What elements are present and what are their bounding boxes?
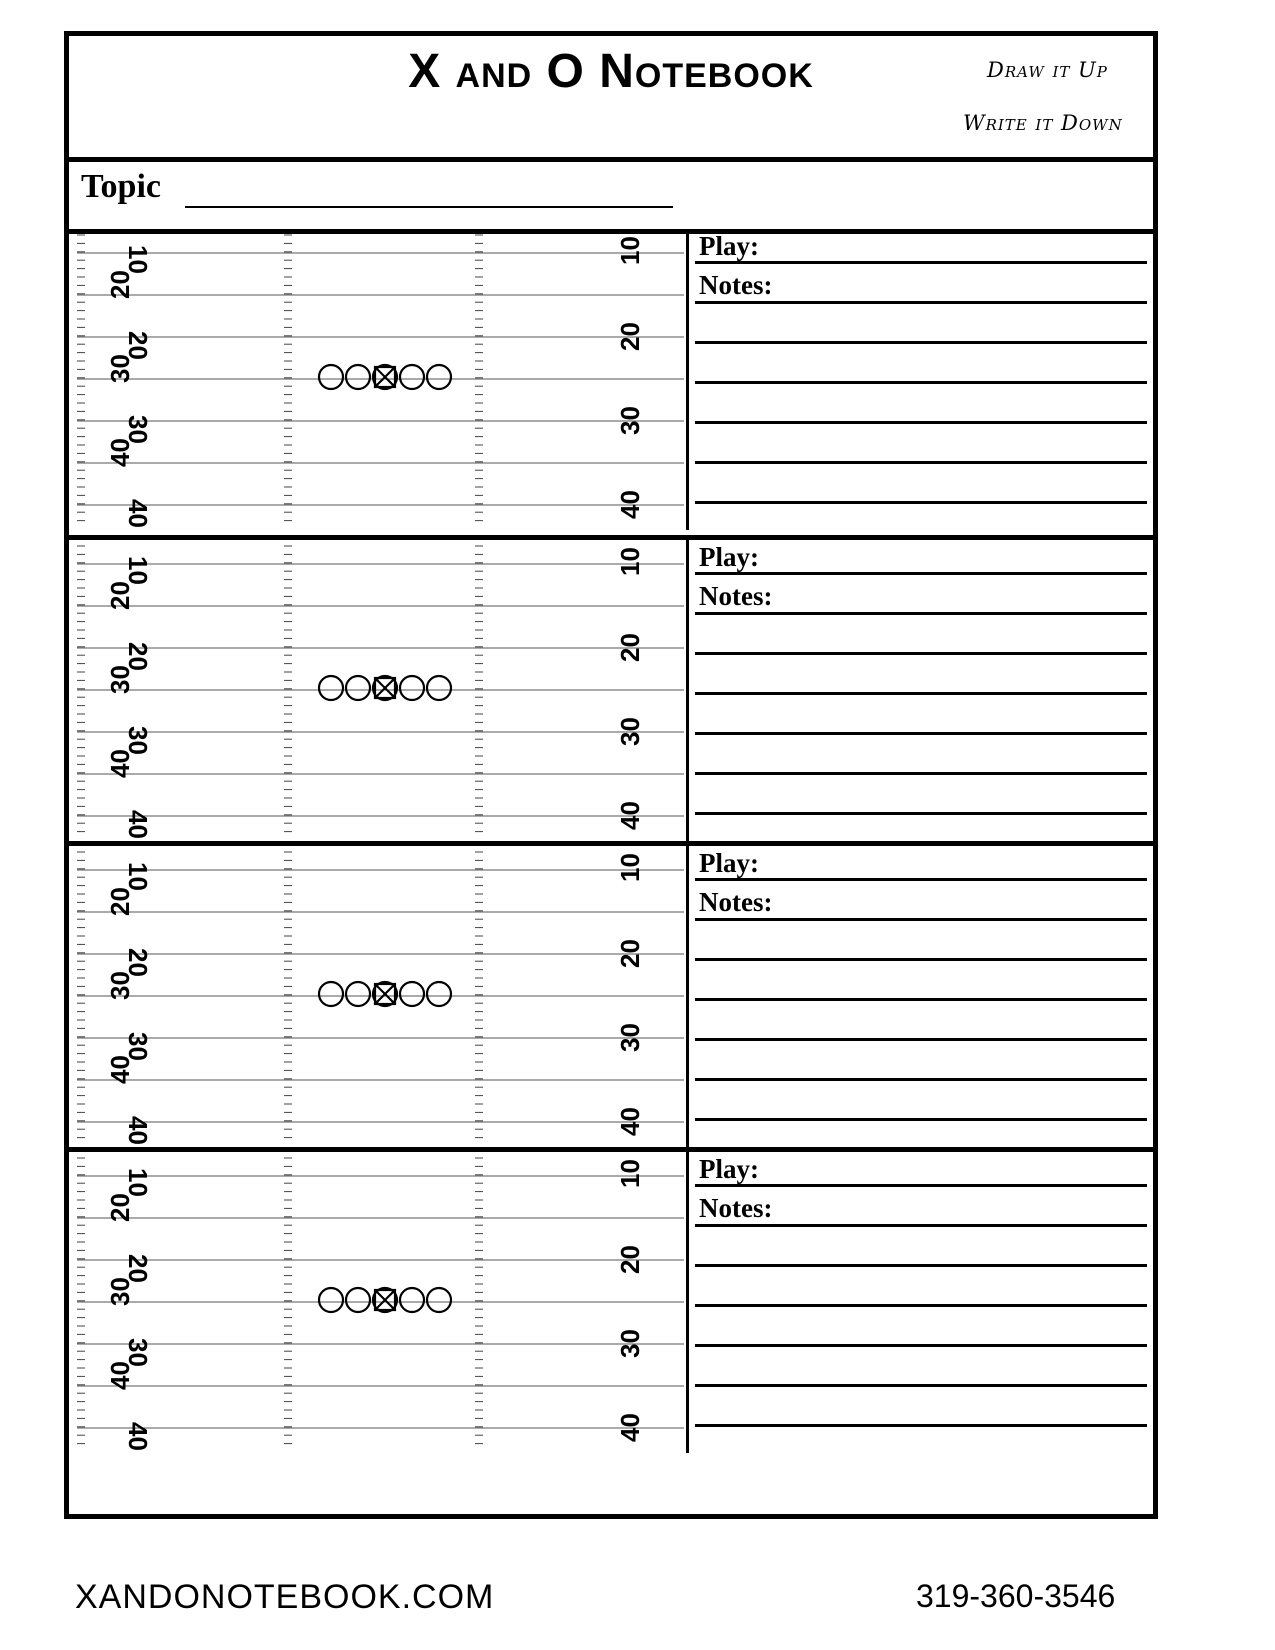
play-label: Play: bbox=[699, 231, 759, 261]
yard-number: 40 bbox=[123, 810, 153, 839]
yard-number: 10 bbox=[615, 236, 645, 265]
topic-row bbox=[69, 162, 1153, 234]
field-diagram[interactable] bbox=[69, 540, 686, 841]
yard-number: 20 bbox=[105, 581, 135, 610]
lineman-circle bbox=[427, 365, 451, 389]
notes-line[interactable] bbox=[695, 1424, 1147, 1427]
yard-number: 10 bbox=[123, 245, 153, 274]
notes-line[interactable] bbox=[695, 1038, 1147, 1041]
yard-number: 10 bbox=[615, 853, 645, 882]
notes-label: Notes: bbox=[699, 887, 773, 917]
yard-number: 20 bbox=[105, 270, 135, 299]
play-name-line[interactable] bbox=[695, 261, 1147, 264]
yard-number: 30 bbox=[615, 1329, 645, 1358]
lineman-circle bbox=[319, 982, 343, 1006]
topic-label: Topic bbox=[81, 168, 162, 205]
play-section bbox=[69, 1147, 1153, 1453]
page-title: X and O Notebook bbox=[408, 45, 814, 98]
yard-number: 30 bbox=[123, 1338, 153, 1367]
lineman-circle bbox=[427, 1288, 451, 1312]
yard-number: 40 bbox=[123, 1422, 153, 1451]
football-field[interactable] bbox=[69, 540, 689, 841]
yard-number: 40 bbox=[105, 438, 135, 467]
footer-phone: 319-360-3546 bbox=[916, 1578, 1116, 1614]
notes-line[interactable] bbox=[695, 998, 1147, 1001]
play-label: Play: bbox=[699, 542, 759, 572]
notes-panel bbox=[689, 846, 1153, 1147]
lineman-circle bbox=[319, 365, 343, 389]
play-name-line[interactable] bbox=[695, 572, 1147, 575]
yard-number: 10 bbox=[123, 862, 153, 891]
lineman-circle bbox=[346, 676, 370, 700]
topic-input-line[interactable] bbox=[185, 206, 673, 208]
notes-line[interactable] bbox=[695, 301, 1147, 304]
notes-line[interactable] bbox=[695, 501, 1147, 504]
yard-number: 30 bbox=[123, 726, 153, 755]
notes-panel bbox=[689, 1152, 1153, 1453]
football-field[interactable] bbox=[69, 1152, 689, 1453]
lineman-circle bbox=[346, 365, 370, 389]
play-name-line[interactable] bbox=[695, 1184, 1147, 1187]
notes-line[interactable] bbox=[695, 1344, 1147, 1347]
notes-line[interactable] bbox=[695, 772, 1147, 775]
yard-number: 40 bbox=[615, 801, 645, 830]
yard-number: 30 bbox=[615, 406, 645, 435]
yard-number: 40 bbox=[615, 490, 645, 519]
yard-number: 40 bbox=[105, 1055, 135, 1084]
field-diagram[interactable] bbox=[69, 1152, 686, 1453]
football-field[interactable] bbox=[69, 229, 689, 530]
yard-number: 20 bbox=[615, 322, 645, 351]
yard-number: 30 bbox=[615, 1023, 645, 1052]
yard-number: 30 bbox=[123, 415, 153, 444]
yard-number: 20 bbox=[615, 939, 645, 968]
notes-label: Notes: bbox=[699, 270, 773, 300]
play-section bbox=[69, 229, 1153, 530]
yard-number: 40 bbox=[123, 499, 153, 528]
yard-number: 20 bbox=[123, 1254, 153, 1283]
yard-number: 10 bbox=[615, 1159, 645, 1188]
lineman-circle bbox=[427, 982, 451, 1006]
lineman-circle bbox=[400, 676, 424, 700]
yard-number: 30 bbox=[105, 1277, 135, 1306]
lineman-circle bbox=[400, 982, 424, 1006]
notes-line[interactable] bbox=[695, 652, 1147, 655]
notes-line[interactable] bbox=[695, 692, 1147, 695]
notes-label: Notes: bbox=[699, 1193, 773, 1223]
yard-number: 40 bbox=[615, 1107, 645, 1136]
notes-line[interactable] bbox=[695, 918, 1147, 921]
football-field[interactable] bbox=[69, 846, 689, 1147]
notes-line[interactable] bbox=[695, 1304, 1147, 1307]
lineman-circle bbox=[346, 1288, 370, 1312]
tagline-write: Write it Down bbox=[963, 111, 1123, 135]
play-label: Play: bbox=[699, 1154, 759, 1184]
notes-line[interactable] bbox=[695, 612, 1147, 615]
yard-number: 20 bbox=[615, 1245, 645, 1274]
field-diagram[interactable] bbox=[69, 846, 686, 1147]
notes-label: Notes: bbox=[699, 581, 773, 611]
lineman-circle bbox=[319, 676, 343, 700]
play-section bbox=[69, 841, 1153, 1147]
notes-line[interactable] bbox=[695, 341, 1147, 344]
footer-website: XANDONOTEBOOK.COM bbox=[75, 1578, 495, 1616]
yard-number: 20 bbox=[123, 642, 153, 671]
play-section bbox=[69, 535, 1153, 841]
yard-number: 40 bbox=[105, 749, 135, 778]
yard-number: 40 bbox=[615, 1413, 645, 1442]
yard-number: 30 bbox=[123, 1032, 153, 1061]
field-diagram[interactable] bbox=[69, 229, 686, 530]
yard-number: 10 bbox=[123, 1168, 153, 1197]
yard-number: 30 bbox=[105, 971, 135, 1000]
lineman-circle bbox=[319, 1288, 343, 1312]
play-label: Play: bbox=[699, 848, 759, 878]
notes-line[interactable] bbox=[695, 1224, 1147, 1227]
notes-line[interactable] bbox=[695, 1384, 1147, 1387]
lineman-circle bbox=[346, 982, 370, 1006]
lineman-circle bbox=[427, 676, 451, 700]
header bbox=[69, 36, 1153, 162]
notes-line[interactable] bbox=[695, 461, 1147, 464]
tagline-draw: Draw it Up bbox=[987, 58, 1108, 82]
notebook-sheet bbox=[64, 31, 1158, 1519]
play-name-line[interactable] bbox=[695, 878, 1147, 881]
yard-number: 20 bbox=[615, 633, 645, 662]
yard-number: 40 bbox=[123, 1116, 153, 1145]
lineman-circle bbox=[400, 365, 424, 389]
yard-number: 20 bbox=[105, 887, 135, 916]
notes-line[interactable] bbox=[695, 1264, 1147, 1267]
notes-line[interactable] bbox=[695, 421, 1147, 424]
yard-number: 30 bbox=[615, 717, 645, 746]
notes-line[interactable] bbox=[695, 1118, 1147, 1121]
notes-line[interactable] bbox=[695, 381, 1147, 384]
notes-panel bbox=[689, 229, 1153, 530]
yard-number: 20 bbox=[105, 1193, 135, 1222]
yard-number: 30 bbox=[105, 354, 135, 383]
yard-number: 10 bbox=[123, 556, 153, 585]
notes-line[interactable] bbox=[695, 812, 1147, 815]
lineman-circle bbox=[400, 1288, 424, 1312]
notes-line[interactable] bbox=[695, 1078, 1147, 1081]
yard-number: 30 bbox=[105, 665, 135, 694]
notes-panel bbox=[689, 540, 1153, 841]
yard-number: 10 bbox=[615, 547, 645, 576]
notes-line[interactable] bbox=[695, 958, 1147, 961]
yard-number: 20 bbox=[123, 948, 153, 977]
yard-number: 40 bbox=[105, 1361, 135, 1390]
notes-line[interactable] bbox=[695, 732, 1147, 735]
yard-number: 20 bbox=[123, 331, 153, 360]
